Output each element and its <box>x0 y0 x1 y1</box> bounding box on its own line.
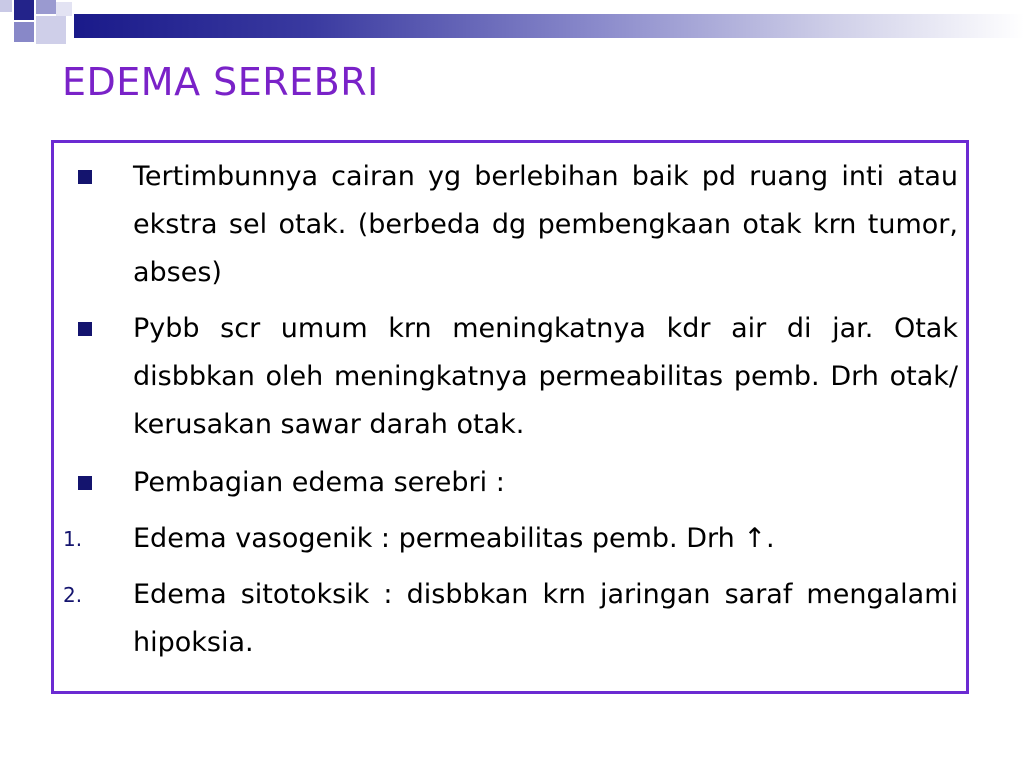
list-number: 1. <box>63 527 83 551</box>
numbered-text: Edema vasogenik : permeabilitas pemb. Drh ↑. <box>133 523 775 554</box>
square-bullet-icon <box>78 170 92 184</box>
content-box <box>51 140 969 694</box>
decorative-square <box>14 22 34 42</box>
list-number: 2. <box>63 583 83 607</box>
numbered-text: Edema sitotoksik : disbbkan krn jaringan saraf mengalami hipoksia. <box>133 579 958 658</box>
decorative-square <box>56 2 72 16</box>
bullet-text: Pybb scr umum krn meningkatnya kdr air di jar. Otak disbbkan oleh meningkatnya permeabilitas pemb. Drh otak/ kerusakan sawar darah otak. <box>133 313 958 440</box>
bullet-text: Tertimbunnya cairan yg berlebihan baik pd ruang inti atau ekstra sel otak. (berbeda dg pembengkaan otak krn tumor, abses) <box>133 161 958 288</box>
decorative-square <box>14 0 34 20</box>
square-bullet-icon <box>78 476 92 490</box>
header-gradient-bar <box>74 14 1024 38</box>
bullet-text: Pembagian edema serebri : <box>133 467 505 498</box>
decorative-square <box>36 16 66 44</box>
square-bullet-icon <box>78 322 92 336</box>
decorative-square <box>0 0 12 12</box>
slide-title: EDEMA SEREBRI <box>62 60 379 104</box>
decorative-square <box>36 0 56 14</box>
